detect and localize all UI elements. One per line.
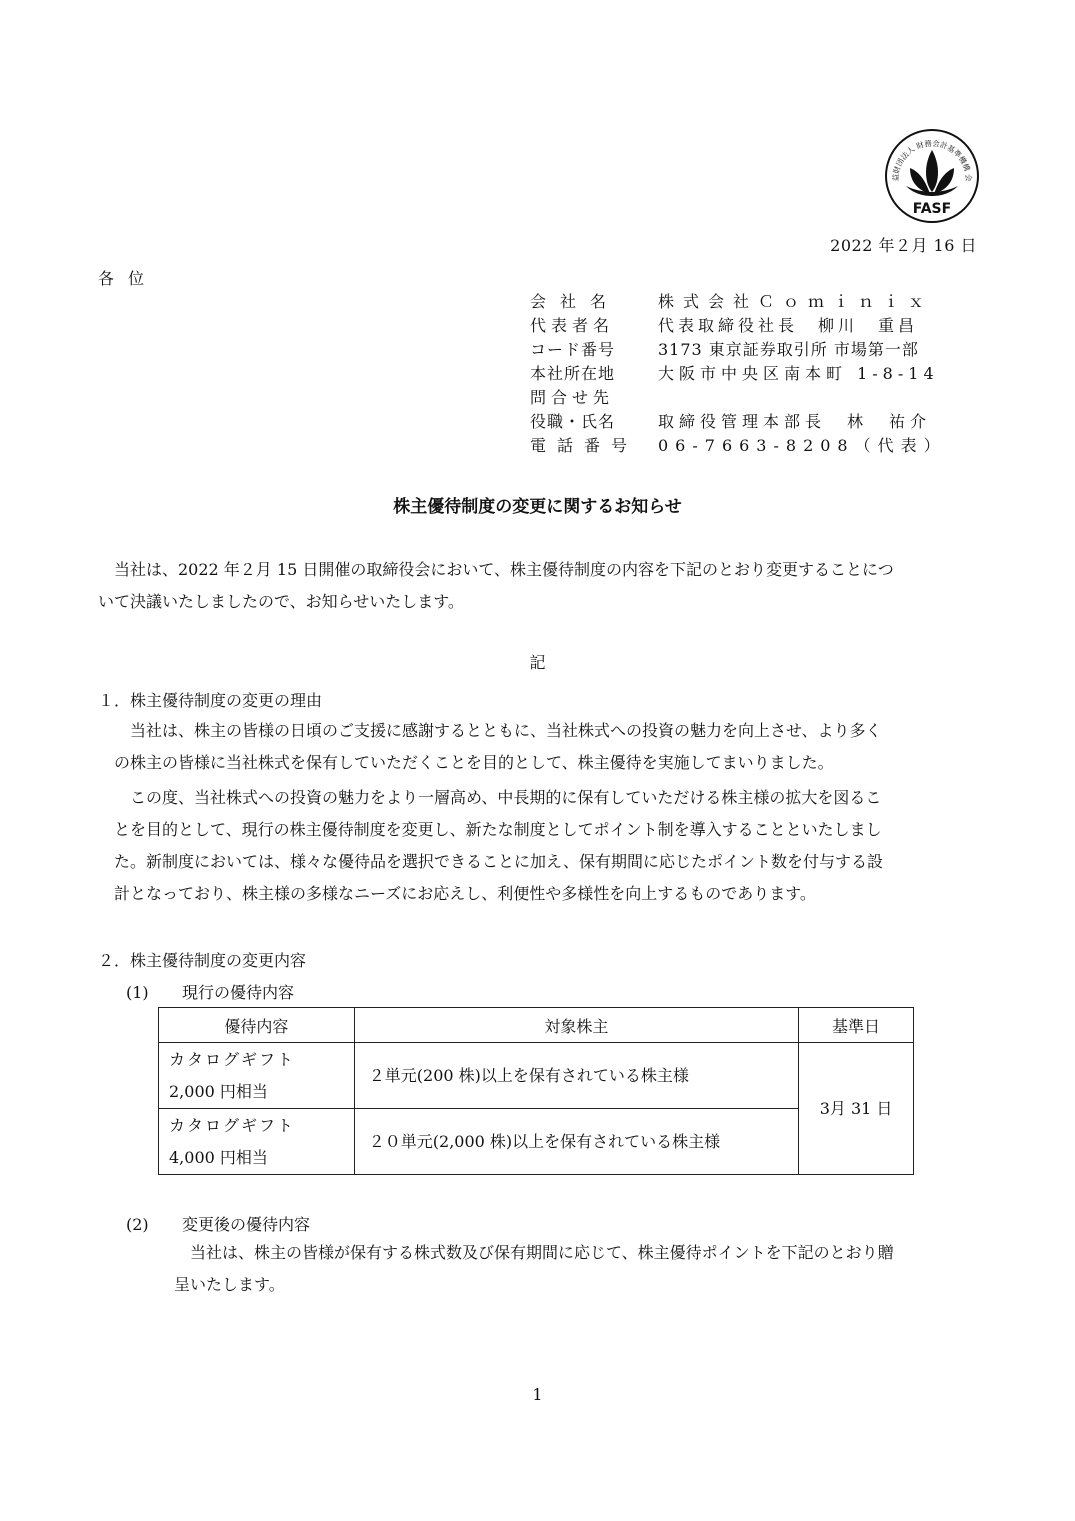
info-label: 電話番号 <box>530 436 639 455</box>
subheading-title: 現行の優待内容 <box>182 983 295 1002</box>
fasf-leaf-emblem-icon <box>884 128 980 224</box>
paragraph-line: とを目的として、現行の株主優待制度を変更し、新たな制度としてポイント制を導入することといたしまし <box>114 820 882 839</box>
benefit-line: カタログギフト <box>169 1049 296 1069</box>
benefit-cell <box>159 1043 355 1109</box>
info-row-phone <box>530 434 970 458</box>
info-value: 3173 東京証券取引所 市場第一部 <box>658 340 919 359</box>
paragraph-line: 当社は、株主の皆様が保有する株式数及び保有期間に応じて、株主優待ポイントを下記のとおり贈 <box>190 1243 894 1262</box>
info-row-company <box>530 290 970 314</box>
paragraph-line: 当社は、株主の皆様の日頃のご支援に感謝するとともに、当社株式への投資の魅力を向上させ、より多く <box>130 721 882 740</box>
paragraph-line: この度、当社株式への投資の魅力をより一層高め、中長期的に保有していただける株主様の拡大を図るこ <box>130 788 882 807</box>
svg-text:公益財団法人 財務会計基準機構 会員: 益財団法人 財務会計基準機構 会 <box>890 138 974 182</box>
info-value: 代表取締役社長 柳川 重昌 <box>658 316 919 335</box>
target-cell: ２単元(200 株)以上を保有されている株主様 <box>354 1043 798 1109</box>
info-label: 代表者名 <box>530 316 615 335</box>
info-label: 会社名 <box>530 292 621 311</box>
info-label: 問合せ先 <box>530 388 615 407</box>
page-number: 1 <box>532 1385 543 1404</box>
fasf-logo <box>884 128 980 224</box>
intro-line: いて決議いたしましたので、お知らせいたします。 <box>98 592 464 611</box>
benefit-cell <box>159 1109 355 1175</box>
company-info <box>530 290 970 458</box>
info-row-contact <box>530 386 970 410</box>
table-header: 優待内容 <box>159 1008 355 1043</box>
target-cell: ２０単元(2,000 株)以上を保有されている株主様 <box>354 1109 798 1175</box>
paragraph-line: 呈いたします。 <box>174 1275 285 1294</box>
section1-paragraph2 <box>114 782 978 910</box>
info-row-person <box>530 410 970 434</box>
info-row-representative <box>530 314 970 338</box>
info-value: 大阪市中央区南本町 1-8-14 <box>658 364 939 383</box>
info-label: コード番号 <box>530 340 616 359</box>
intro-paragraph <box>98 554 978 618</box>
document-title: 株主優待制度の変更に関するお知らせ <box>393 497 682 517</box>
section2-paragraph <box>174 1237 978 1301</box>
subheading-number: (2) <box>126 1215 149 1234</box>
info-row-code <box>530 338 970 362</box>
section2-subheading1 <box>126 980 294 1003</box>
info-label: 役職・氏名 <box>530 412 616 431</box>
record-date-cell: 3月 31 日 <box>799 1043 914 1175</box>
current-benefit-table <box>158 1007 914 1175</box>
info-row-address <box>530 362 970 386</box>
paragraph-line: 計となっており、株主様の多様なニーズにお応えし、利便性や多様性を向上するものであります。 <box>114 884 816 903</box>
section2-subheading2 <box>126 1212 310 1235</box>
addressee: 各位 <box>98 269 159 288</box>
document-date: 2022 年２月 16 日 <box>830 236 977 255</box>
section1-paragraph1 <box>114 715 978 779</box>
section1-heading: １．株主優待制度の変更の理由 <box>98 691 323 710</box>
paragraph-line: の株主の皆様に当社株式を保有していただくことを目的として、株主優待を実施してまいりました。 <box>114 753 834 772</box>
intro-line: 当社は、2022 年２月 15 日開催の取締役会において、株主優待制度の内容を下記のとおり変更することにつ <box>114 560 894 579</box>
info-value: 取締役管理本部長 林 祐介 <box>658 412 932 431</box>
benefit-line: 4,000 円相当 <box>169 1147 268 1167</box>
subheading-number: (1) <box>126 983 149 1002</box>
logo-text: FASF <box>912 201 952 217</box>
table-header: 基準日 <box>799 1008 914 1043</box>
section2-heading: ２．株主優待制度の変更内容 <box>98 951 307 970</box>
subheading-title: 変更後の優待内容 <box>182 1215 311 1234</box>
table-header: 対象株主 <box>354 1008 798 1043</box>
info-value: 06-7663-8208（代表） <box>658 436 947 455</box>
table-header-row <box>159 1008 914 1043</box>
benefit-line: 2,000 円相当 <box>169 1081 268 1101</box>
table-row <box>159 1043 914 1109</box>
ki-marker: 記 <box>529 653 546 672</box>
info-label: 本社所在地 <box>530 364 616 383</box>
paragraph-line: た。新制度においては、様々な優待品を選択できることに加え、保有期間に応じたポイント数を付与する設 <box>114 852 883 871</box>
info-value: 株式会社Ｃｏｍｉｎｉｘ <box>658 292 934 311</box>
info-value <box>658 386 970 410</box>
benefit-line: カタログギフト <box>169 1115 296 1135</box>
